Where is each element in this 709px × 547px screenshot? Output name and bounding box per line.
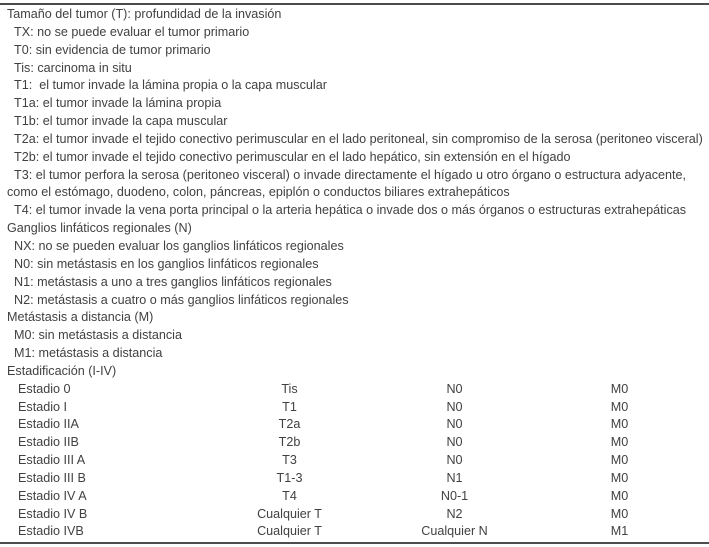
- t-cell: T3: [282, 453, 297, 468]
- m-cell: M0: [610, 488, 629, 503]
- n-cell: N0: [446, 435, 463, 450]
- staging-row-estadio-iia: [0, 416, 709, 434]
- n-cell: N0: [446, 417, 463, 432]
- staging-row-estadio-iiia: [0, 452, 709, 470]
- stage-cell: Estadio 0: [18, 381, 71, 396]
- m-cell: M0: [610, 506, 629, 521]
- t-cell: T1-3: [276, 470, 303, 485]
- stage-cell: Estadio III A: [18, 453, 86, 468]
- line-tx: TX: no se puede evaluar el tumor primario: [14, 24, 250, 39]
- m-cell: M0: [610, 399, 629, 414]
- top-rule: [0, 3, 709, 5]
- stage-cell: Estadio IV A: [18, 488, 87, 503]
- t-cell: T2a: [278, 417, 301, 432]
- staging-row-estadio-iiib: [0, 470, 709, 488]
- line-t1: T1: el tumor invade la lámina propia o la capa muscular: [14, 78, 327, 93]
- line-m0: M0: sin metástasis a distancia: [14, 328, 182, 343]
- stage-cell: Estadio IV B: [18, 506, 88, 521]
- staging-row-estadio-i: [0, 399, 709, 417]
- line-t3: T3: el tumor perfora la serosa (peritoneo visceral) o invade directamente el hígado u otro órgano o estructura adyacente,: [14, 167, 687, 182]
- m-cell: M0: [610, 435, 629, 450]
- line-t3-continuation: como el estómago, duodeno, colon, páncreas, epiplón o conductos biliares extrahepáticos: [7, 185, 510, 200]
- n-cell: N0: [446, 453, 463, 468]
- n-cell: N0: [446, 399, 463, 414]
- stage-cell: Estadio IIA: [18, 417, 79, 432]
- line-n1: N1: metástasis a uno a tres ganglios linfáticos regionales: [14, 274, 332, 289]
- n-cell: N0: [446, 381, 463, 396]
- line-n2: N2: metástasis a cuatro o más ganglios linfáticos regionales: [14, 292, 349, 307]
- m-cell: M0: [610, 453, 629, 468]
- m-cell: M0: [610, 417, 629, 432]
- line-t2a: T2a: el tumor invade el tejido conectivo perimuscular en el lado peritoneal, sin compromiso de la serosa (peritoneo visceral): [14, 131, 703, 146]
- stage-cell: Estadio III B: [18, 470, 86, 485]
- line-n0: N0: sin metástasis en los ganglios linfáticos regionales: [14, 256, 319, 271]
- line-t1a: T1a: el tumor invade la lámina propia: [14, 96, 222, 111]
- line-t0: T0: sin evidencia de tumor primario: [14, 42, 211, 57]
- section-header-metastasis: Metástasis a distancia (M): [7, 310, 154, 325]
- t-cell: T1: [282, 399, 297, 414]
- n-cell: N0-1: [440, 488, 469, 503]
- line-nx: NX: no se pueden evaluar los ganglios linfáticos regionales: [14, 238, 344, 253]
- section-header-staging: Estadificación (I-IV): [7, 363, 117, 378]
- t-cell: Cualquier T: [257, 524, 322, 539]
- staging-row-estadio-iva: [0, 488, 709, 506]
- line-t1b: T1b: el tumor invade la capa muscular: [14, 114, 228, 129]
- stage-cell: Estadio IVB: [18, 524, 84, 539]
- staging-row-estadio-iib: [0, 434, 709, 452]
- bottom-rule: [0, 542, 709, 544]
- t-cell: T2b: [278, 435, 301, 450]
- table-body: [0, 6, 709, 541]
- line-tis: Tis: carcinoma in situ: [14, 60, 132, 75]
- m-cell: M1: [610, 524, 629, 539]
- m-cell: M0: [610, 470, 629, 485]
- section-header-tumor-size: Tamaño del tumor (T): profundidad de la invasión: [7, 7, 282, 21]
- n-cell: Cualquier N: [421, 524, 488, 539]
- line-m1: M1: metástasis a distancia: [14, 346, 163, 361]
- t-cell: T4: [282, 488, 297, 503]
- stage-cell: Estadio I: [18, 399, 68, 414]
- staging-row-estadio-ivb-spaced: [0, 506, 709, 524]
- line-t2b: T2b: el tumor invade el tejido conectivo perimuscular en el lado hepático, sin extensión en el hígado: [14, 149, 571, 164]
- line-t4: T4: el tumor invade la vena porta principal o la arteria hepática o invade dos o más órganos o estructuras extrahepáticas: [14, 203, 687, 218]
- n-cell: N1: [446, 470, 463, 485]
- staging-row-estadio-0: [0, 381, 709, 399]
- n-cell: N2: [446, 506, 463, 521]
- m-cell: M0: [610, 381, 629, 396]
- t-cell: Cualquier T: [257, 506, 322, 521]
- stage-cell: Estadio IIB: [18, 435, 79, 450]
- section-header-lymph-nodes: Ganglios linfáticos regionales (N): [7, 221, 192, 236]
- t-cell: Tis: [281, 381, 298, 396]
- staging-row-estadio-ivb: [0, 523, 709, 541]
